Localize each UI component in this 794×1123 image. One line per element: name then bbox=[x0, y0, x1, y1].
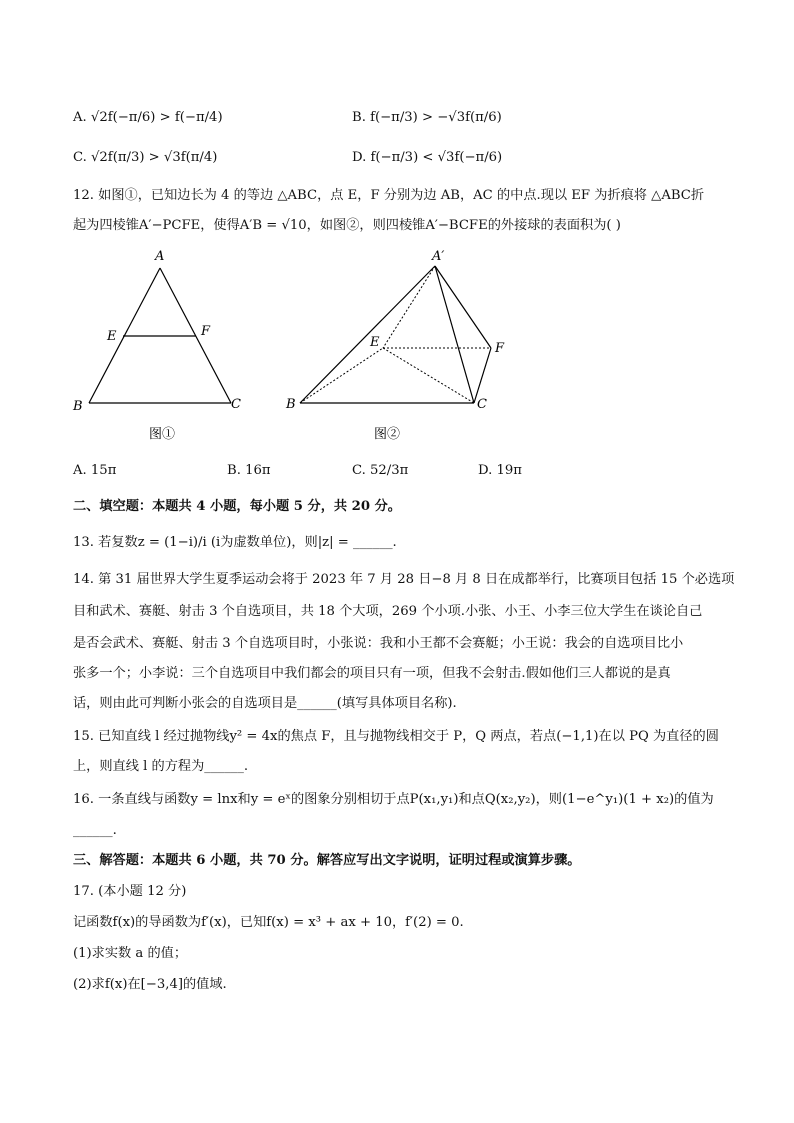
q15-line1: 15. 已知直线 l 经过抛物线y² = 4x的焦点 F，且与抛物线相交于 P，Q 两点，若点(−1,1)在以 PQ 为直径的圆 bbox=[73, 729, 719, 744]
option-label: C. bbox=[73, 150, 87, 165]
q14-line2: 目和武术、赛艇、射击 3 个自选项目，共 18 个大项，269 个小项.小张、小王、小李三位大学生在谈论自己 bbox=[73, 604, 703, 619]
option-label: D. bbox=[352, 150, 367, 165]
q14-line4: 张多一个；小李说：三个自选项目中我们都会的项目只有一项，但我不会射击.假如他们三人都说的是真 bbox=[73, 666, 671, 681]
fig1-label-a: A bbox=[155, 249, 165, 264]
section-2-heading: 二、填空题：本题共 4 小题，每小题 5 分，共 20 分。 bbox=[73, 499, 401, 514]
fig1-label-b: B bbox=[73, 399, 83, 414]
q11-option-c bbox=[73, 148, 217, 168]
fig1-caption: 图① bbox=[149, 427, 176, 442]
q16-line2: ______. bbox=[73, 823, 117, 838]
q17-line1: 记函数f(x)的导函数为f′(x)，已知f(x) = x³ + ax + 10，f′(2) = 0. bbox=[73, 915, 464, 930]
option-text: 52/3π bbox=[370, 463, 409, 478]
q14-line3: 是否会武术、赛艇、射击 3 个自选项目时，小张说：我和小王都不会赛艇；小王说：我会的自选项目比小 bbox=[73, 636, 684, 651]
figure-1-triangle bbox=[65, 242, 255, 452]
q11-option-a bbox=[73, 108, 223, 128]
q12-option-a bbox=[73, 461, 116, 481]
option-label: B. bbox=[352, 110, 366, 125]
fig1-label-e: E bbox=[107, 329, 117, 344]
option-text: f(−π/3) > −√3f(π/6) bbox=[370, 110, 502, 125]
q11-option-b bbox=[352, 108, 502, 128]
q12-stem-line2: 起为四棱锥A′−PCFE，使得A′B = √10，如图②，则四棱锥A′−BCFE的外接球的表面积为( ) bbox=[73, 218, 621, 233]
option-text: 19π bbox=[496, 463, 522, 478]
q17-header: 17. (本小题 12 分) bbox=[73, 884, 187, 899]
q12-option-c bbox=[352, 461, 408, 481]
q12-option-d bbox=[478, 461, 522, 481]
option-label: C. bbox=[352, 463, 366, 478]
section-3-heading: 三、解答题：本题共 6 小题，共 70 分。解答应写出文字说明，证明过程或演算步骤。 bbox=[73, 853, 581, 868]
q12-option-b bbox=[227, 461, 271, 481]
fig1-label-f: F bbox=[201, 324, 211, 339]
fig2-caption: 图② bbox=[374, 427, 401, 442]
q15-line2: 上，则直线 l 的方程为______. bbox=[73, 759, 249, 774]
option-label: A. bbox=[73, 463, 87, 478]
option-text: 15π bbox=[90, 463, 117, 478]
option-label: A. bbox=[73, 110, 87, 125]
q16-line1: 16. 一条直线与函数y = lnx和y = eˣ的图象分别相切于点P(x₁,y₁)和点Q(x₂,y₂)，则(1−e^y₁)(1 + x₂)的值为 bbox=[73, 792, 714, 807]
q14-line1: 14. 第 31 届世界大学生夏季运动会将于 2023 年 7 月 28 日−8 月 8 日在成都举行，比赛项目包括 15 个必选项 bbox=[73, 572, 735, 587]
q17-part1: (1)求实数 a 的值； bbox=[73, 946, 188, 961]
q17-part2: (2)求f(x)在[−3,4]的值域. bbox=[73, 977, 227, 992]
fig2-label-a-prime: A′ bbox=[432, 249, 445, 264]
q14-line5: 话，则由此可判断小张会的自选项目是______(填写具体项目名称). bbox=[73, 696, 457, 711]
q12-stem-line1: 12. 如图①，已知边长为 4 的等边 △ABC，点 E，F 分别为边 AB，AC 的中点.现以 EF 为折痕将 △ABC折 bbox=[73, 188, 705, 203]
option-text: √2f(−π/6) > f(−π/4) bbox=[90, 110, 223, 125]
option-text: √2f(π/3) > √3f(π/4) bbox=[91, 150, 218, 165]
option-label: D. bbox=[478, 463, 493, 478]
fig2-label-b: B bbox=[286, 397, 296, 412]
option-label: B. bbox=[227, 463, 241, 478]
fig2-label-c: C bbox=[477, 397, 487, 412]
fig2-label-f: F bbox=[495, 341, 505, 356]
fig2-label-e: E bbox=[370, 335, 380, 350]
q13: 13. 若复数z = (1−i)/i (i为虚数单位)，则|z| = ______. bbox=[73, 535, 397, 550]
q11-option-d bbox=[352, 148, 502, 168]
option-text: f(−π/3) < √3f(−π/6) bbox=[370, 150, 503, 165]
fig1-label-c: C bbox=[231, 397, 241, 412]
figure-2-pyramid bbox=[280, 242, 520, 452]
option-text: 16π bbox=[245, 463, 271, 478]
